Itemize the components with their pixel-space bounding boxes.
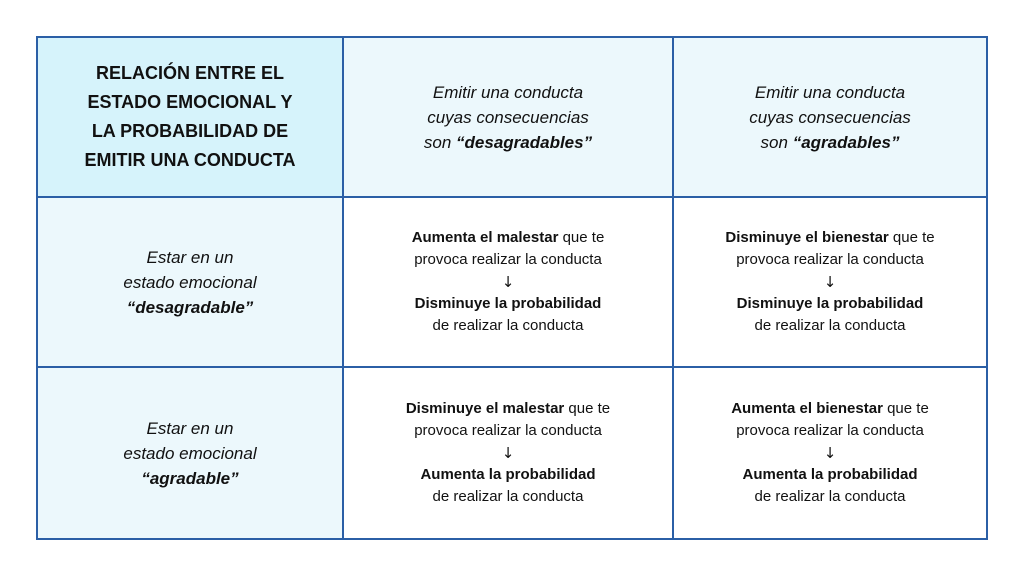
corner-title-line: ESTADO EMOCIONAL Y xyxy=(87,92,293,112)
row-header-line: Estar en un xyxy=(146,247,234,267)
column-header-prefix: son xyxy=(760,132,793,152)
cell-effect-rest: que te xyxy=(558,229,605,246)
cell-result-bold: Aumenta la probabilidad xyxy=(742,466,918,483)
cell-effect-rest: que te xyxy=(564,400,611,417)
row-header-emphasis: “agradable” xyxy=(141,468,239,488)
cell-effect-bold: Aumenta el bienestar xyxy=(731,400,883,417)
arrow-down-icon: ↓ xyxy=(501,444,515,462)
cell-effect-rest: que te xyxy=(888,229,935,246)
column-header-line xyxy=(749,130,911,155)
cell-result-rest: de realizar la conducta xyxy=(754,317,906,334)
cell-effect-line2: provoca realizar la conducta xyxy=(414,251,602,268)
column-header-pleasant-consequences xyxy=(672,38,986,196)
table-cell xyxy=(672,196,986,366)
cell-effect-line2: provoca realizar la conducta xyxy=(414,422,602,439)
arrow-down-icon: ↓ xyxy=(501,273,515,291)
cell-effect-line xyxy=(731,398,929,420)
cell-effect-line2: provoca realizar la conducta xyxy=(736,251,924,268)
row-header-line: estado emocional xyxy=(123,443,257,463)
cell-result-bold: Disminuye la probabilidad xyxy=(736,295,924,312)
cell-effect-bold: Disminuye el bienestar xyxy=(725,229,889,246)
corner-title-line: EMITIR UNA CONDUCTA xyxy=(84,150,296,170)
table-cell xyxy=(672,366,986,538)
row-header-line: Estar en un xyxy=(146,418,234,438)
arrow-down-icon: ↓ xyxy=(823,444,837,462)
cell-effect-line xyxy=(725,227,934,249)
cell-result-rest: de realizar la conducta xyxy=(432,488,584,505)
column-header-line: cuyas consecuencias xyxy=(749,107,911,127)
cell-result-rest: de realizar la conducta xyxy=(754,488,906,505)
column-header-line: Emitir una conducta xyxy=(432,82,584,102)
column-header-line xyxy=(424,130,592,155)
cell-effect-line2: provoca realizar la conducta xyxy=(736,422,924,439)
corner-title-line: RELACIÓN ENTRE EL xyxy=(95,63,284,83)
column-header-line: cuyas consecuencias xyxy=(427,107,589,127)
cell-effect-line xyxy=(406,398,610,420)
cell-result-bold: Disminuye la probabilidad xyxy=(414,295,602,312)
column-header-unpleasant-consequences xyxy=(342,38,672,196)
row-header-emphasis: “desagradable” xyxy=(126,297,254,317)
cell-effect-rest: que te xyxy=(882,400,929,417)
column-header-emphasis: “agradables” xyxy=(792,132,900,152)
cell-result-rest: de realizar la conducta xyxy=(432,317,584,334)
cell-result-bold: Aumenta la probabilidad xyxy=(420,466,596,483)
table-cell xyxy=(342,366,672,538)
table-corner-title xyxy=(38,38,342,196)
column-header-prefix: son xyxy=(423,132,457,152)
table-cell xyxy=(342,196,672,366)
cell-effect-line xyxy=(412,227,605,249)
column-header-emphasis: “desagradables” xyxy=(456,132,593,152)
arrow-down-icon: ↓ xyxy=(823,273,837,291)
column-header-line: Emitir una conducta xyxy=(754,82,906,102)
corner-title-line: LA PROBABILIDAD DE xyxy=(91,121,289,141)
row-header-line: estado emocional xyxy=(123,272,257,292)
row-header-pleasant-state xyxy=(38,366,342,538)
cell-effect-bold: Disminuye el malestar xyxy=(405,400,565,417)
row-header-unpleasant-state xyxy=(38,196,342,366)
emotion-probability-table xyxy=(36,36,988,540)
cell-effect-bold: Aumenta el malestar xyxy=(411,229,559,246)
